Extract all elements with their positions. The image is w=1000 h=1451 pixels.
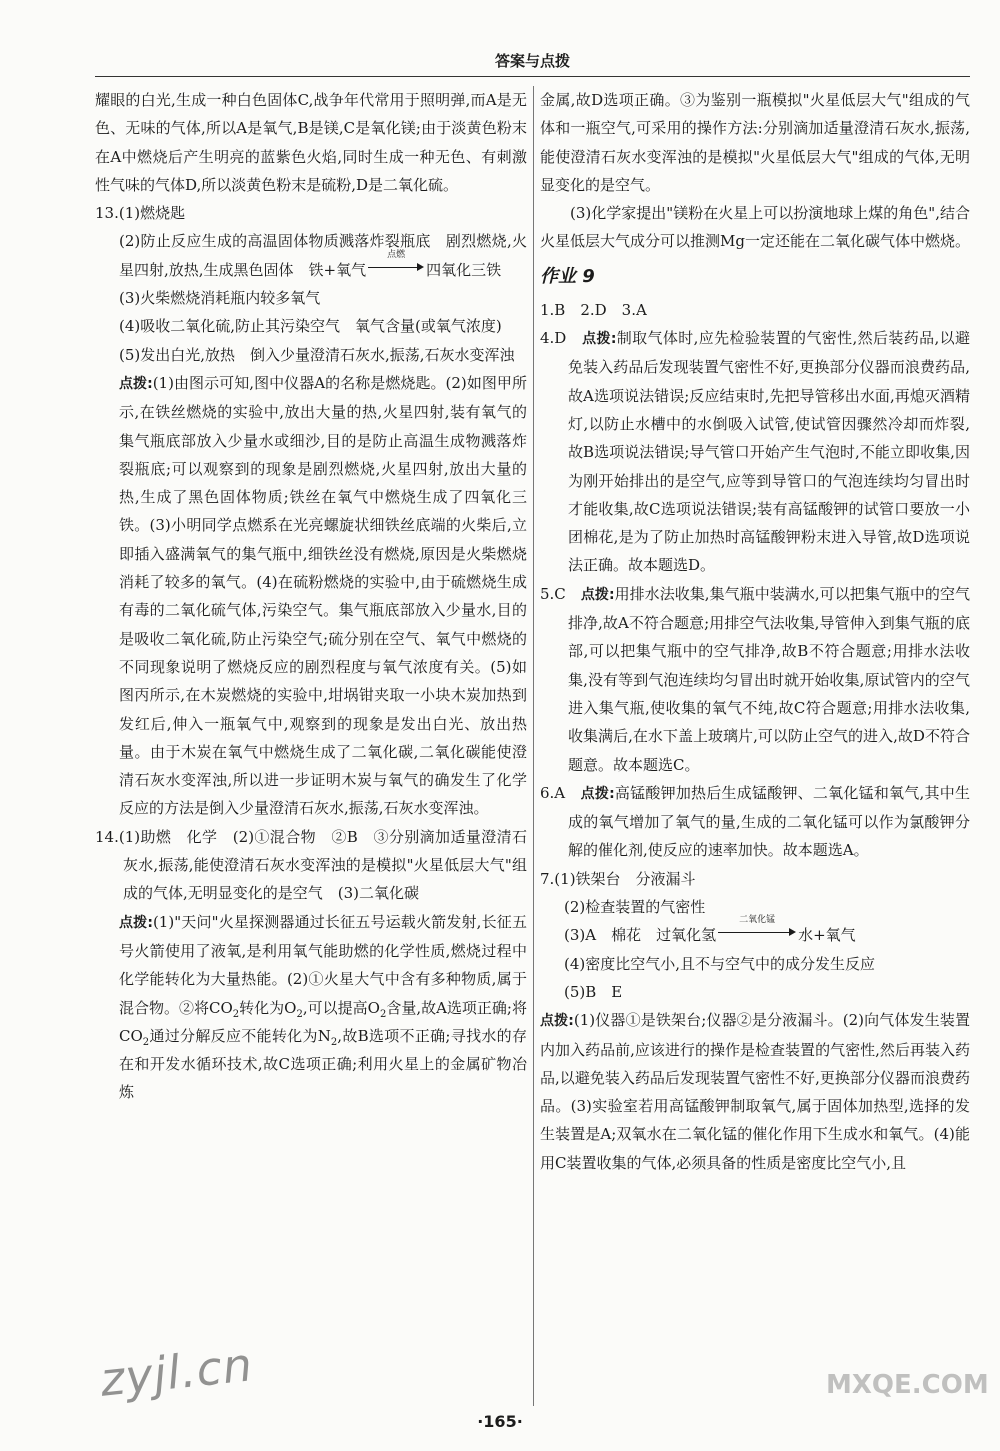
column-divider [533, 86, 534, 1406]
tip-13: 点拨:(1)由图示可知,图中仪器A的名称是燃烧匙。(2)如图甲所示,在铁丝燃烧的实验中,放出大量的热,火星四射,装有氧气的集气瓶底部放入少量水或细沙,目的是防止高温生成物溅落炸裂瓶底;可以观察到的现象是剧烈燃烧,火星四射,放出大量的热,生成了黑色固体物质;铁丝在氧气中燃烧生成了四氧化三铁。(3)小明同学点燃系在光亮螺旋状细铁丝底端的火柴后,立即插入盛满氧气的集气瓶中,细铁丝没有燃烧,原因是火柴燃烧消耗了较多的氧气。(4)在硫粉燃烧的实验中,由于硫燃烧生成有毒的二氧化硫气体,污染空气。集气瓶底部放入少量水,目的是吸收二氧化硫,防止污染空气;硫分别在空气、氧气中燃烧的不同现象说明了燃烧反应的剧烈程度与氧气浓度有关。(5)如图丙所示,在木炭燃烧的实验中,坩埚钳夹取一小块木炭加热到发红后,伸入一瓶氧气中,观察到的现象是发出白光、放出热量。由于木炭在氧气中燃烧生成了二氧化碳,二氧化碳能使澄清石灰水变浑浊,所以进一步证明木炭与氧气的确发生了化学反应的方法是倒入少量澄清石灰水,振荡,石灰水变浑浊。 [119, 373, 527, 818]
answer-14: 14.(1)助燃 化学 (2)①混合物 ②B ③分别滴加适量澄清石灰水,振荡,能使澄清石灰水变浑浊的是模拟"火星低层大气"组成的气体,无明显变化的是空气 (3)二氧化碳 [95, 827, 527, 903]
right-column [540, 86, 970, 1177]
answer-5: 5.C 点拨:用排水法收集,集气瓶中装满水,可以把集气瓶中的空气排净,故A不符合题意;用排空气法收集,导管伸入到集气瓶的底部,可以把集气瓶中的空气排净,故B不符合题意;用排水法收集,没有等到气泡连续均匀冒出时就开始收集,原试管内的空气进入集气瓶,使收集的氧气不纯,故C符合题意;用排水法收集,收集满后,在水下盖上玻璃片,可以防止空气的进入,故D不符合题意。故本题选C。 [540, 584, 970, 774]
answer-6: 6.A 点拨:高锰酸钾加热后生成锰酸钾、二氧化锰和氧气,其中生成的氧气增加了氧气的量,生成的二氧化锰可以作为氯酸钾分解的催化剂,使反应的速率加快。故本题选A。 [540, 783, 970, 860]
answer-7-4: (4)密度比空气小,且不与空气中的成分发生反应 [564, 954, 876, 973]
answer-13-4: (4)吸收二氧化硫,防止其污染空气 氧气含量(或氧气浓度) [119, 317, 502, 336]
page-number: ·165· [477, 1412, 523, 1431]
page-header: 答案与点拨 [95, 46, 970, 77]
answer-13-5: (5)发出白光,放热 倒入少量澄清石灰水,振荡,石灰水变浑浊 [119, 345, 515, 364]
paragraph-12-end: 耀眼的白光,生成一种白色固体C,战争年代常用于照明弹,而A是无色、无味的气体,所以A是氧气,B是镁,C是氧化镁;由于淡黄色粉末在A中燃烧后产生明亮的蓝紫色火焰,同时生成一种无色、有刺激性气味的气体D,所以淡黄色粉末是硫粉,D是二氧化硫。 [95, 91, 527, 194]
answer-4: 4.D 点拨:制取气体时,应先检验装置的气密性,然后装药品,以避免装入药品后发现装置气密性不好,更换部分仪器而浪费药品,故A选项说法错误;反应结束时,先把导管移出水面,再熄灭酒精灯,以防止水槽中的水倒吸入试管,使试管因骤然冷却而炸裂,故B选项说法错误;导气管口开始产生气泡时,不能立即收集,因为刚开始排出的是空气,应等到导管口的气泡连续均匀冒出时才能收集,故C选项说法错误;装有高锰酸钾的试管口要放一小团棉花,是为了防止加热时高锰酸钾粉末进入导管,故D选项说法正确。故本题选D。 [540, 329, 970, 575]
section-title: 作业 9 [540, 265, 595, 287]
answer-13-2: (2)防止反应生成的高温固体物质溅落炸裂瓶底 剧烈燃烧,火星四射,放热,生成黑色固体 铁+氧气 点燃 四氧化三铁 [119, 232, 527, 279]
answer-13-3: (3)火柴燃烧消耗瓶内较多氧气 [119, 289, 321, 308]
answer-13-1: 13.(1)燃烧匙 [95, 204, 186, 223]
reaction-arrow: 点燃 [368, 261, 424, 275]
tip-7: 点拨:(1)仪器①是铁架台;仪器②是分液漏斗。(2)向气体发生装置内加入药品前,应该进行的操作是检查装置的气密性,然后再装入药品,以避免装入药品后发现装置气密性不好,更换部分仪器而浪费药品。(3)实验室若用高锰酸钾制取氧气,属于固体加热型,选择的发生装置是A;双氧水在二氧化锰的催化作用下生成水和氧气。(4)能用C装置收集的气体,必须具备的性质是密度比空气小,且 [540, 1011, 970, 1172]
watermark-right: MXQE.COM [826, 1370, 989, 1400]
answers-1-3: 1.B 2.D 3.A [540, 300, 647, 319]
left-column [95, 86, 527, 1107]
answer-7-1: 7.(1)铁架台 分液漏斗 [540, 869, 696, 888]
answer-7-3: (3)A 棉花 过氧化氢 二氧化锰 水+氧气 [564, 915, 856, 945]
answer-7-5: (5)B E [564, 982, 623, 1001]
watermark-left: zyjl.cn [97, 1337, 256, 1407]
reaction-arrow: 二氧化锰 [718, 926, 796, 940]
tip-14-continued: 金属,故D选项正确。③为鉴别一瓶模拟"火星低层大气"组成的气体和一瓶空气,可采用的操作方法:分别滴加适量澄清石灰水,振荡,能使澄清石灰水变浑浊的是模拟"火星低层大气"组成的气体,无明显变化的是空气。 [540, 91, 970, 194]
answer-7-2: (2)检查装置的气密性 [564, 898, 706, 917]
tip-14-part-3: (3)化学家提出"镁粉在火星上可以扮演地球上煤的角色",结合火星低层大气成分可以推测Mg一定还能在二氧化碳气体中燃烧。 [540, 204, 970, 251]
tip-14: 点拨:(1)"天问"火星探测器通过长征五号运载火箭发射,长征五号火箭使用了液氧,是利用氧气能助燃的化学性质,燃烧过程中化学能转化为大量热能。(2)①火星大气中含有多种物质,属于混合物。②将$CO_2$转化为$O_2$,可以提高$O_2$含量,故A选项正确;将$CO_2$通过分解反应不能转化为$N_2$,故B选项不正确;寻找水的存在和开发水循环技术,故C选项正确;利用火星上的金属矿物冶炼 [119, 912, 527, 1102]
